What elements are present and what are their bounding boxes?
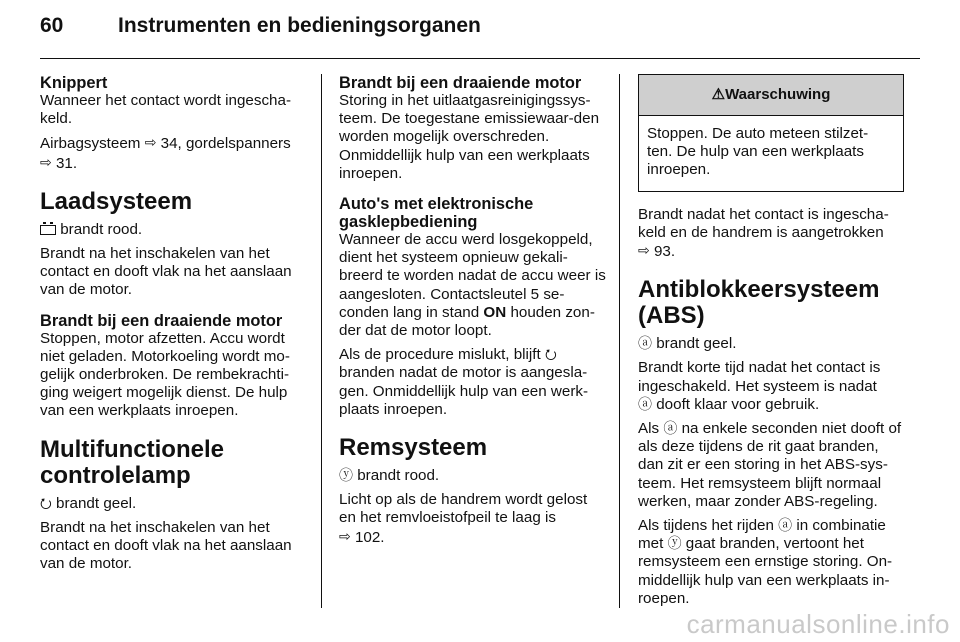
abs-text-2a: Als <box>638 420 660 438</box>
gasklep-text-a: Wanneer de accu werd losgekoppeld, dient het systeem opnieuw gekali-breerd te worden nadat de accu weer is aangesloten. Contactsleutel 5 se-conden lang in stand <box>339 231 606 321</box>
engine-icon: ⭮ <box>40 494 52 511</box>
abs-icon: ⓐ <box>663 420 678 437</box>
column-divider <box>321 74 322 608</box>
abs-status <box>638 335 904 353</box>
gasklep-text <box>339 231 607 340</box>
brake-icon: ⓨ <box>339 467 353 484</box>
laad-sub-text: Stoppen, motor afzetten. Accu wordt niet geladen. Motorkoeling wordt mo-gelijk onderbroken. De rembekrachti-ging weigert mogelijk dienst. De hulp van een werkplaats inroepen. <box>40 329 290 420</box>
laad-brandt: brandt rood. <box>60 220 143 238</box>
procedure-text <box>339 346 607 419</box>
gasklep-text-b: houden zon-der dat de motor loopt. <box>339 303 595 340</box>
warning-icon: ⚠ <box>711 86 726 103</box>
page-number: 60 <box>40 14 64 37</box>
handrem-text <box>638 206 904 262</box>
column-divider <box>619 74 620 608</box>
page-title: Instrumenten en bedieningsorganen <box>118 14 481 37</box>
engine-icon: ⭮ <box>544 346 557 363</box>
rem-ref: 102. <box>354 528 385 546</box>
watermark: carmanualsonline.info <box>686 609 950 639</box>
warning-text: Stoppen. De auto meteen stilzet-ten. De hulp van een werkplaats inroepen. <box>647 125 869 179</box>
laad-status <box>40 221 308 239</box>
battery-icon <box>40 225 56 235</box>
rem-text <box>339 491 607 547</box>
multi-status <box>40 495 308 513</box>
multi-brandt: brandt geel. <box>56 494 137 512</box>
page-ref-icon: ⇨ <box>339 527 351 544</box>
abs-text-2 <box>638 420 904 511</box>
abs-text-1a: Brandt korte tijd nadat het contact is ingeschakeld. Het systeem is nadat <box>638 359 881 395</box>
handrem-text-body: Brandt nadat het contact is ingescha-keld en de handrem is aangetrokken <box>638 205 889 241</box>
draaiende-motor-text: Storing in het uitlaatgasreinigingssys-teem. De toegestane emissiewaar-den worden mogelijk overschreden. Onmiddellijk hulp van een werkplaats inroepen. <box>339 92 600 182</box>
multi-text: Brandt na het inschakelen van het contact en dooft vlak na het aanslaan van de motor. <box>40 518 292 573</box>
warning-header <box>639 75 903 116</box>
draaiende-motor-heading: Brandt bij een draaiende motor <box>339 74 582 92</box>
multifunctionele-heading: Multifunctionele controlelamp <box>40 435 224 489</box>
laadsysteem-heading: Laadsysteem <box>40 187 193 215</box>
abs-text-3b: in combinatie met <box>638 517 886 553</box>
handrem-ref: 93. <box>653 243 676 261</box>
airbag-text <box>40 134 308 172</box>
abs-heading: Antiblokkeersysteem (ABS) <box>638 276 880 330</box>
laad-sub-heading: Brandt bij een draaiende motor <box>40 311 283 330</box>
column-2 <box>339 74 607 553</box>
abs-text-3 <box>638 517 904 608</box>
abs-text-3a: Als tijdens het rijden <box>638 517 774 535</box>
gasklep-heading: Auto's met elektronische gasklepbediening <box>339 195 534 232</box>
belt-ref: 31. <box>55 154 78 172</box>
abs-icon: ⓐ <box>638 395 652 412</box>
procedure-text-b: branden nadat de motor is aangesla-gen. Onmiddellijk hulp van een werk-plaats inroepen. <box>339 364 589 418</box>
on-label: ON <box>483 303 507 321</box>
page-ref-icon: ⇨ <box>144 134 157 151</box>
abs-text-2b: na enkele seconden niet dooft of als deze tijdens de rit gaat branden, dan zit er een storing in het ABS-sys-teem. Het remsysteem blijft normaal werken, maar zonder ABS-regeling. <box>638 420 902 510</box>
abs-icon: ⓐ <box>638 335 652 352</box>
rem-status <box>339 467 607 485</box>
abs-text-1b: dooft klaar voor gebruik. <box>656 395 820 413</box>
rem-brandt: brandt rood. <box>357 467 440 485</box>
abs-text-1 <box>638 359 904 414</box>
airbag-ref: 34, gordelspanners <box>160 135 291 153</box>
knippert-heading: Knippert <box>40 74 108 92</box>
abs-brandt: brandt geel. <box>656 335 737 353</box>
warning-box <box>638 74 904 192</box>
procedure-text-a: Als de procedure mislukt, blijft <box>339 346 541 364</box>
header-rule <box>40 58 920 59</box>
page-ref-icon: ⇨ <box>40 153 52 170</box>
page-ref-icon: ⇨ <box>638 242 650 259</box>
column-3 <box>638 74 904 614</box>
airbag-label: Airbagsysteem <box>40 135 141 153</box>
abs-text-3c: gaat branden, vertoont het remsysteem een ernstige storing. On-middellijk hulp van een werkplaats in-roepen. <box>638 535 893 607</box>
brake-icon: ⓨ <box>667 535 682 552</box>
page-header <box>40 14 920 54</box>
knippert-text: Wanneer het contact wordt ingescha-keld. <box>40 92 292 128</box>
column-1 <box>40 74 308 579</box>
remsysteem-heading: Remsysteem <box>339 434 488 462</box>
abs-icon: ⓐ <box>778 517 793 534</box>
rem-text-body: Licht op als de handrem wordt gelost en het remvloeistofpeil te laag is <box>339 491 588 527</box>
warning-title: Waarschuwing <box>725 86 831 103</box>
laad-text: Brandt na het inschakelen van het contact en dooft vlak na het aanslaan van de motor. <box>40 245 292 299</box>
